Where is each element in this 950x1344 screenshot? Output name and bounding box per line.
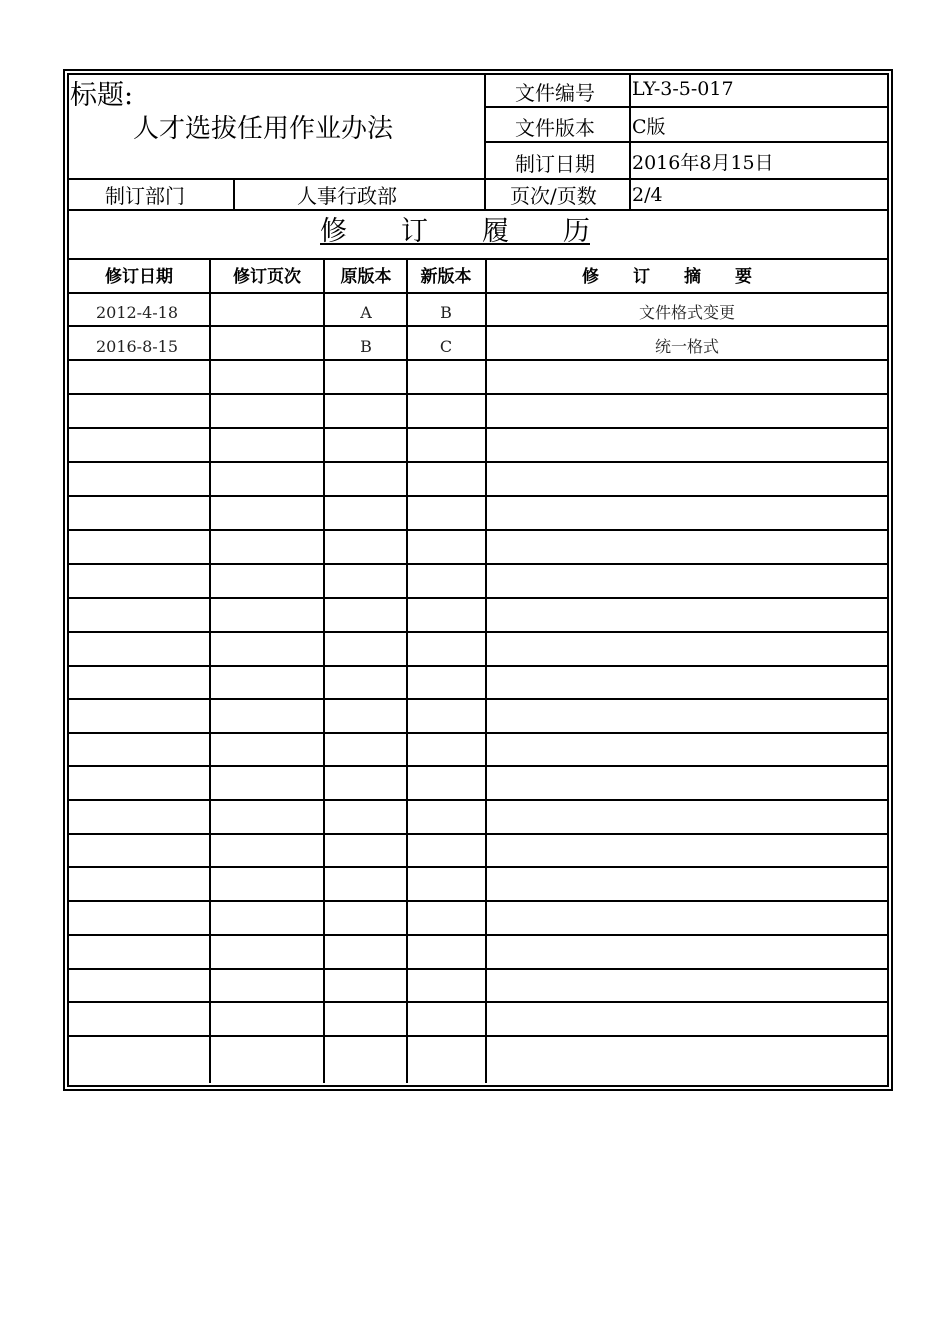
table-row-line [67, 665, 889, 667]
rev-date-label: 制订日期 [515, 152, 595, 176]
revision-history-title: 修 订 履 历 [320, 216, 590, 247]
table-row-line [67, 833, 889, 835]
table-row-line [67, 597, 889, 599]
page-label: 页次/页数 [510, 184, 597, 208]
table-column-line [323, 259, 325, 1083]
table-row-line [67, 698, 889, 700]
table-row-line [67, 1001, 889, 1003]
table-row-line [67, 799, 889, 801]
table-row-line [67, 427, 889, 429]
header-vline-right [629, 73, 631, 210]
table-row-line [67, 529, 889, 531]
col-header-summary: 修 订 摘 要 [582, 267, 752, 287]
table-row-line [67, 732, 889, 734]
col-header-rev-page: 修订页次 [233, 267, 301, 287]
row-2-old-ver: B [360, 337, 372, 356]
table-column-line [406, 259, 408, 1083]
table-row-line [67, 900, 889, 902]
header-line-1 [485, 106, 889, 108]
table-row-line [67, 325, 889, 327]
header-line-5 [67, 258, 889, 260]
row-2-new-ver: C [439, 337, 453, 356]
doc-ver-label: 文件版本 [515, 116, 595, 140]
header-vline-mid [484, 73, 486, 210]
header-line-4 [67, 209, 889, 211]
table-row-line [67, 359, 889, 361]
title-label: 标题: [70, 80, 134, 111]
row-2-date: 2016-8-15 [95, 337, 179, 356]
col-header-new-ver: 新版本 [420, 267, 472, 287]
col-header-rev-date: 修订日期 [105, 267, 173, 287]
doc-ver-value: C版 [632, 116, 666, 138]
document-title: 人才选拔任用作业办法 [133, 114, 394, 144]
table-row-line [67, 968, 889, 970]
table-row-line [67, 1035, 889, 1037]
row-1-old-ver: A [360, 303, 372, 322]
table-row-line [67, 934, 889, 936]
table-row-line [67, 631, 889, 633]
row-2-summary: 统一格式 [654, 337, 720, 356]
table-row-line [67, 495, 889, 497]
doc-no-label: 文件编号 [515, 81, 595, 105]
rev-date-value: 2016年8月15日 [632, 152, 774, 174]
row-1-new-ver: B [440, 303, 452, 322]
header-line-3 [67, 178, 889, 180]
table-row-line [67, 292, 889, 294]
table-row-line [67, 765, 889, 767]
table-row-line [67, 563, 889, 565]
header-vline-dept [233, 178, 235, 210]
table-column-line [209, 259, 211, 1083]
table-row-line [67, 393, 889, 395]
page-value: 2/4 [632, 184, 663, 206]
dept-value: 人事行政部 [297, 184, 397, 208]
row-1-date: 2012-4-18 [95, 303, 179, 322]
header-line-2 [485, 141, 889, 143]
row-1-summary: 文件格式变更 [638, 303, 736, 322]
doc-no-value: LY-3-5-017 [632, 78, 734, 100]
table-row-line [67, 461, 889, 463]
col-header-old-ver: 原版本 [340, 267, 392, 287]
table-row-line [67, 866, 889, 868]
dept-label: 制订部门 [105, 184, 185, 208]
table-column-line [485, 259, 487, 1083]
